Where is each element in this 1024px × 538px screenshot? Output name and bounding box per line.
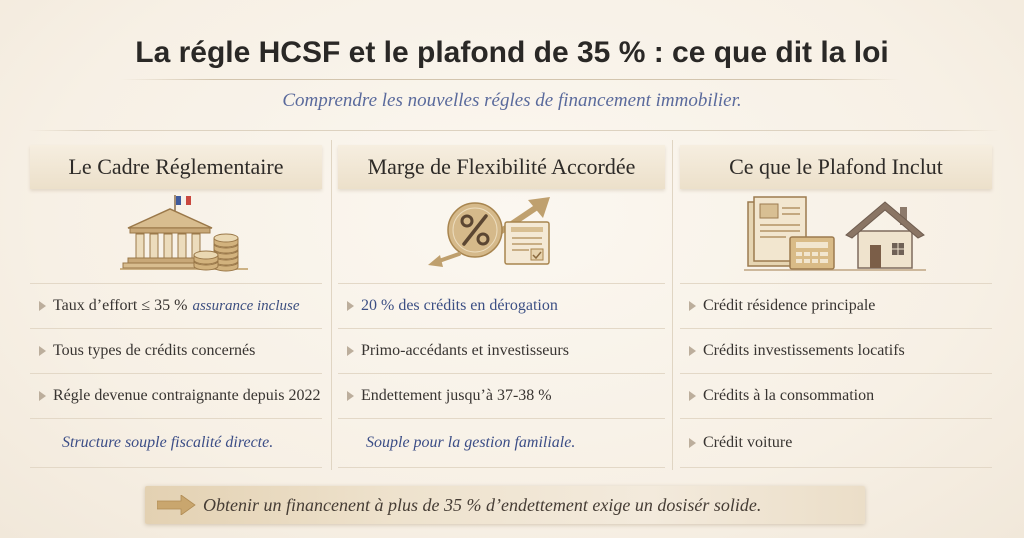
bullet-icon (347, 301, 354, 311)
column-title: Le Cadre Réglementaire (30, 145, 322, 189)
list-item (338, 283, 665, 328)
column-divider (672, 140, 673, 470)
list-item (680, 418, 992, 468)
list-item-text: 20 % des crédits en dérogation (361, 297, 558, 314)
bullet-icon (39, 391, 46, 401)
arrow-right-icon (157, 495, 197, 515)
column-note-row (338, 418, 665, 468)
percentage-growth-icon (425, 192, 560, 277)
page-title: La régle HCSF et le plafond de 35 % : ce que dit la loi (135, 36, 889, 69)
list-item (680, 328, 992, 373)
header-divider (28, 130, 1000, 131)
column-note: Souple pour la gestion familiale. (366, 434, 576, 451)
list-item (338, 373, 665, 418)
column-title: Ce que le Plafond Inclut (680, 145, 992, 189)
list-item (30, 328, 322, 373)
bullet-icon (347, 391, 354, 401)
list-item (680, 283, 992, 328)
item-label: Taux d’effort ≤ 35 % (53, 297, 188, 314)
documents-house-icon (742, 195, 927, 280)
item-emphasis: assurance incluse (192, 297, 300, 314)
column-note: Structure souple fiscalité directe. (62, 434, 274, 451)
list-item-text: Régle devenue contraignante depuis 2022 (53, 387, 321, 404)
bullet-icon (347, 346, 354, 356)
bullet-icon (689, 301, 696, 311)
list-item-text: Endettement jusqu’à 37-38 % (361, 387, 552, 404)
bullet-icon (39, 301, 46, 311)
bank-building-icon (120, 192, 250, 277)
conclusion-banner (145, 486, 865, 524)
list-item-text: Crédit voiture (703, 434, 793, 451)
list-item-text: Crédits à la consommation (703, 387, 875, 404)
list-item (338, 328, 665, 373)
list-item (30, 283, 322, 328)
page-subtitle: Comprendre les nouvelles régles de financement immobilier. (282, 90, 742, 111)
column-title: Marge de Flexibilité Accordée (338, 145, 665, 189)
banner-text: Obtenir un financenent à plus de 35 % d’endettement exige un dosisér solide. (203, 495, 762, 515)
list-item-text: Crédits investissements locatifs (703, 342, 905, 359)
column-cap-includes (680, 145, 992, 470)
bullet-icon (689, 346, 696, 356)
column-flexibility-margin (338, 145, 665, 470)
column-note-row (30, 418, 322, 468)
list-item-text: Tous types de crédits concernés (53, 342, 256, 359)
list-item-text (53, 284, 300, 328)
list-item-text: Crédit résidence principale (703, 297, 876, 314)
list-item (30, 373, 322, 418)
bullet-icon (689, 438, 696, 448)
title-divider (120, 79, 900, 80)
bullet-icon (39, 346, 46, 356)
list-item (680, 373, 992, 418)
column-regulatory-framework (30, 145, 322, 470)
column-divider (331, 140, 332, 470)
bullet-icon (689, 391, 696, 401)
list-item-text: Primo-accédants et investisseurs (361, 342, 569, 359)
